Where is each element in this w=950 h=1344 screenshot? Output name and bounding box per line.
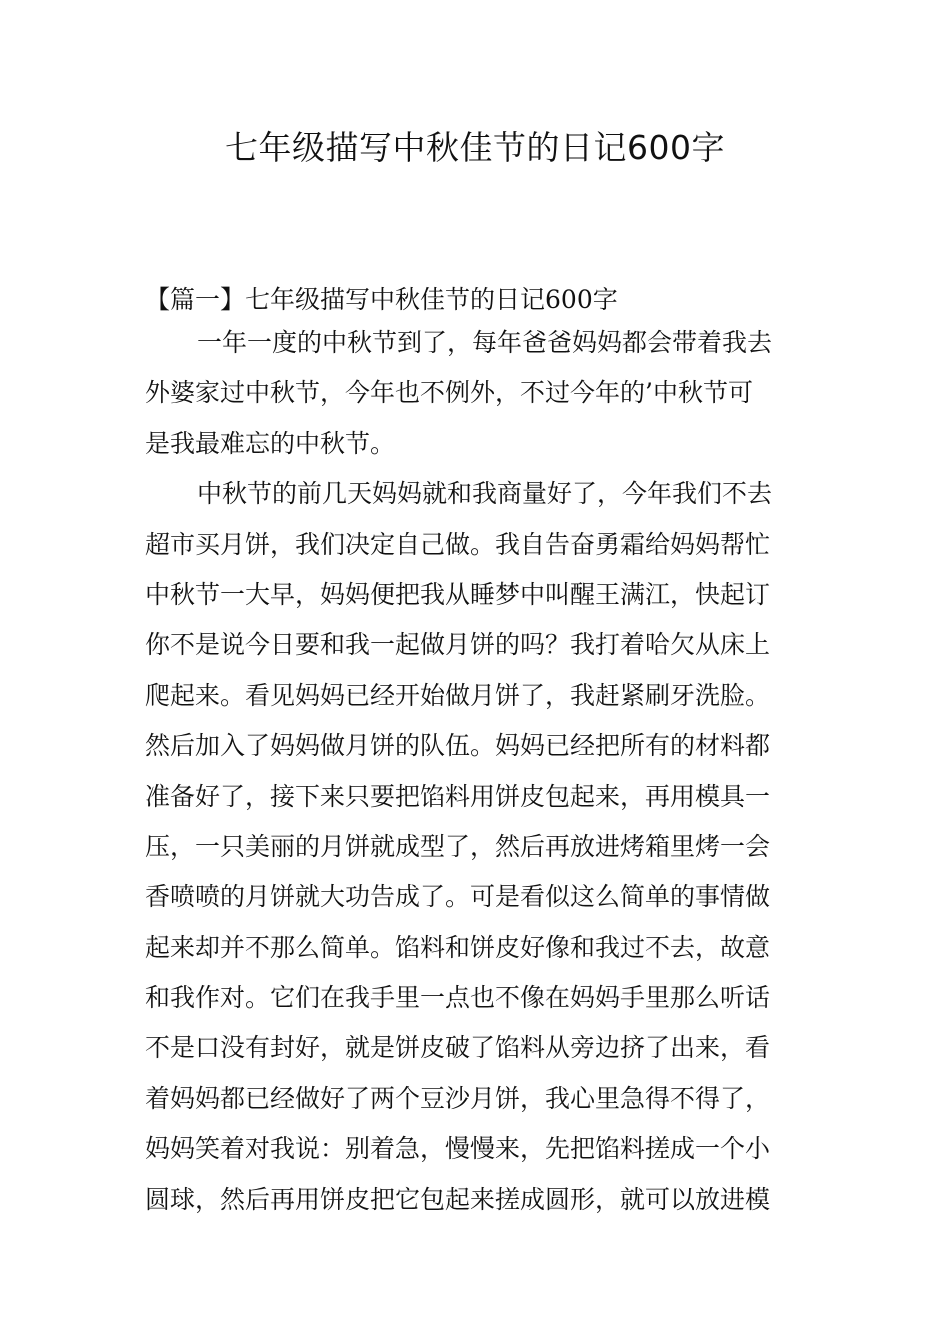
- document-body: [145, 281, 810, 1225]
- paragraph-line: 爬起来。看见妈妈已经开始做月饼了，我赶紧刷牙洗脸。: [145, 680, 771, 710]
- paragraph-line: 中秋节的前几天妈妈就和我商量好了，今年我们不去: [197, 479, 773, 509]
- paragraph-line: 你不是说今日要和我一起做月饼的吗？我打着哈欠从床上: [145, 630, 771, 660]
- paragraph-line: 压，一只美丽的月饼就成型了，然后再放进烤箱里烤一会: [145, 831, 771, 861]
- paragraph-line: 香喷喷的月饼就大功告成了。可是看似这么简单的事情做: [145, 882, 771, 912]
- paragraph-line: 着妈妈都已经做好了两个豆沙月饼，我心里急得不得了，: [145, 1083, 771, 1113]
- paragraph-line: 超市买月饼，我们决定自己做。我自告奋勇霜给妈妈帮忙: [145, 529, 771, 559]
- paragraph-line: 外婆家过中秋节，今年也不例外，不过今年的’中秋节可: [145, 378, 753, 408]
- paragraph-2: [145, 469, 810, 1225]
- paragraph-line: 准备好了，接下来只要把馅料用饼皮包起来，再用模具一: [145, 781, 771, 811]
- paragraph-line: 一年一度的中秋节到了，每年爸爸妈妈都会带着我去: [197, 328, 773, 357]
- document-title: 七年级描写中秋佳节的日记600字: [225, 128, 725, 167]
- paragraph-line: 中秋节一大早，妈妈便把我从睡梦中叫醒王满江，快起订: [145, 579, 771, 609]
- paragraph-1: [145, 318, 810, 469]
- paragraph-line: 妈妈笑着对我说：别着急，慢慢来，先把馅料搓成一个小: [145, 1134, 771, 1164]
- paragraph-line: 是我最难忘的中秋节。: [145, 428, 396, 458]
- section-heading: 【篇一】七年级描写中秋佳节的日记600字: [145, 285, 618, 314]
- paragraph-line: 不是口没有封好，就是饼皮破了馅料从旁边挤了出来，看: [145, 1033, 771, 1063]
- paragraph-line: 起来却并不那么简单。馅料和饼皮好像和我过不去，故意: [145, 932, 771, 962]
- paragraph-line: 和我作对。它们在我手里一点也不像在妈妈手里那么听话: [145, 983, 771, 1013]
- paragraph-line: 圆球，然后再用饼皮把它包起来搓成圆形，就可以放进模: [145, 1184, 771, 1214]
- paragraph-line: 然后加入了妈妈做月饼的队伍。妈妈已经把所有的材料都: [145, 731, 771, 761]
